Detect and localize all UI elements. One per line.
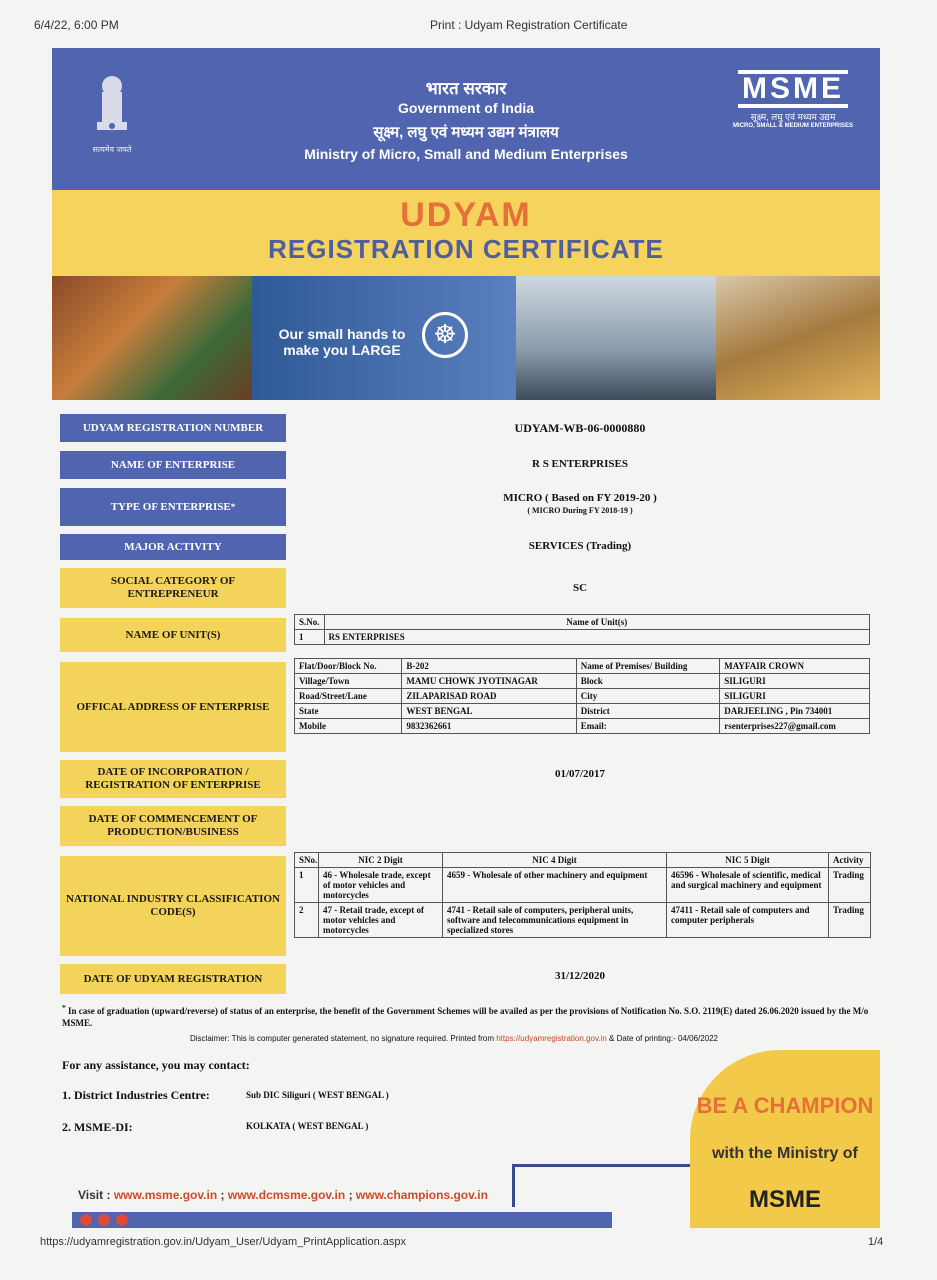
- footnote-star: *: [62, 1003, 66, 1012]
- ministry-text: Ministry of Micro, Small and Medium Enterprises: [304, 146, 628, 162]
- nic-sno: 1: [295, 868, 319, 903]
- champion-title: BE A CHAMPION: [696, 1093, 874, 1118]
- decorative-frame: [512, 1164, 693, 1207]
- table-row: [295, 630, 870, 645]
- address-key: Email:: [576, 719, 719, 734]
- table-row: [295, 868, 871, 903]
- address-key: City: [576, 689, 719, 704]
- address-table: [294, 658, 870, 734]
- visit-separator: ;: [220, 1188, 225, 1202]
- nic-activity: Trading: [829, 868, 871, 903]
- dic-value: Sub DIC Siliguri ( WEST BENGAL ): [246, 1090, 389, 1100]
- address-value: rsenterprises227@gmail.com: [720, 719, 870, 734]
- certificate-title: REGISTRATION CERTIFICATE: [268, 234, 664, 264]
- label-udyam-registration-date: DATE OF UDYAM REGISTRATION: [60, 964, 286, 994]
- disclaimer-print-date: & Date of printing:- 04/06/2022: [609, 1034, 719, 1043]
- assistance-title: For any assistance, you may contact:: [62, 1058, 250, 1072]
- nic-5digit: 46596 - Wholesale of scientific, medical and surgical machinery and equipment: [667, 868, 829, 903]
- address-value: SILIGURI: [720, 689, 870, 704]
- label-commencement-date: DATE OF COMMENCEMENT OF PRODUCTION/BUSINESS: [60, 806, 286, 846]
- emblem-caption: सत्यमेव जयते: [92, 145, 132, 154]
- label-enterprise-name: NAME OF ENTERPRISE: [60, 451, 286, 479]
- nic-4digit: 4659 - Wholesale of other machinery and equipment: [443, 868, 667, 903]
- label-registration-number: UDYAM REGISTRATION NUMBER: [60, 414, 286, 442]
- label-incorporation-date: DATE OF INCORPORATION / REGISTRATION OF ENTERPRISE: [60, 760, 286, 798]
- print-datetime: 6/4/22, 6:00 PM: [34, 18, 119, 32]
- graduation-footnote: [62, 1002, 874, 1029]
- enterprise-type: MICRO ( Based on FY 2019-20 ): [503, 492, 657, 504]
- social-icon[interactable]: [116, 1214, 128, 1226]
- champion-badge: [690, 1050, 880, 1228]
- chakra-icon: ☸: [422, 312, 468, 358]
- label-enterprise-type: [60, 488, 286, 526]
- social-icon[interactable]: [98, 1214, 110, 1226]
- table-row: [295, 719, 870, 734]
- label-nic-codes: NATIONAL INDUSTRY CLASSIFICATION CODE(S): [60, 856, 286, 956]
- artisan-photo: [52, 276, 252, 400]
- address-value: SILIGURI: [720, 674, 870, 689]
- nic-5digit: 47411 - Retail sale of computers and computer peripherals: [667, 903, 829, 938]
- table-row: [295, 659, 870, 674]
- trade-photo: [716, 276, 880, 400]
- incorporation-date: 01/07/2017: [554, 768, 606, 780]
- link-champions[interactable]: www.champions.gov.in: [355, 1188, 488, 1202]
- msme-logo: [728, 70, 858, 129]
- banner-image: [52, 276, 880, 400]
- address-value: DARJEELING , Pin 734001: [720, 704, 870, 719]
- type-footnote-star: *: [230, 501, 236, 512]
- address-value: MAYFAIR CROWN: [720, 659, 870, 674]
- units-header-name: Name of Unit(s): [324, 615, 869, 630]
- nic-header-5digit: NIC 5 Digit: [667, 853, 829, 868]
- address-key: Village/Town: [295, 674, 402, 689]
- address-key: State: [295, 704, 402, 719]
- nic-sno: 2: [295, 903, 319, 938]
- office-photo: [516, 276, 716, 400]
- enterprise-name: R S ENTERPRISES: [532, 458, 628, 470]
- label-social-category: SOCIAL CATEGORY OF ENTREPRENEUR: [60, 568, 286, 608]
- nic-activity: Trading: [829, 903, 871, 938]
- hindi-ministry-text: सूक्ष्म, लघु एवं मध्यम उद्यम मंत्रालय: [373, 124, 559, 141]
- nic-4digit: 4741 - Retail sale of computers, peripheral units, software and telecommunications equipment in specialized stores: [443, 903, 667, 938]
- government-header: [52, 48, 880, 190]
- units-table: [294, 614, 870, 645]
- banner-tagline-panel: [252, 276, 516, 400]
- address-value: ZILAPARISAD ROAD: [402, 689, 576, 704]
- visit-links: [78, 1188, 488, 1202]
- address-key: Flat/Door/Block No.: [295, 659, 402, 674]
- enterprise-type-previous: ( MICRO During FY 2018-19 ): [527, 506, 633, 515]
- print-url: https://udyamregistration.gov.in/Udyam_User/Udyam_PrintApplication.aspx: [40, 1236, 407, 1248]
- nic-2digit: 46 - Wholesale trade, except of motor vehicles and motorcycles: [319, 868, 443, 903]
- msmedi-label: 2. MSME-DI:: [62, 1120, 133, 1134]
- msme-logo-text: MSME: [738, 70, 848, 108]
- table-row: [295, 674, 870, 689]
- label-major-activity: MAJOR ACTIVITY: [60, 534, 286, 560]
- msme-logo-subtitle: MICRO, SMALL & MEDIUM ENTERPRISES: [733, 123, 853, 129]
- label-unit-names: NAME OF UNIT(S): [60, 618, 286, 652]
- address-value: MAMU CHOWK JYOTINAGAR: [402, 674, 576, 689]
- address-key: Block: [576, 674, 719, 689]
- social-icon[interactable]: [80, 1214, 92, 1226]
- label-official-address: OFFICAL ADDRESS OF ENTERPRISE: [60, 662, 286, 752]
- address-key: District: [576, 704, 719, 719]
- nic-header-activity: Activity: [829, 853, 871, 868]
- nic-header-sno: SNo.: [295, 853, 319, 868]
- table-row: [295, 704, 870, 719]
- units-header-sno: S.No.: [295, 615, 325, 630]
- nic-table: [294, 852, 871, 938]
- champion-subtitle: with the Ministry of: [712, 1145, 858, 1162]
- label-enterprise-type-text: TYPE OF ENTERPRISE: [110, 500, 231, 513]
- certificate-title-band: [52, 190, 880, 276]
- social-category: SC: [572, 582, 588, 594]
- link-msme[interactable]: www.msme.gov.in: [113, 1188, 218, 1202]
- print-title: Print : Udyam Registration Certificate: [430, 18, 628, 32]
- address-key: Road/Street/Lane: [295, 689, 402, 704]
- unit-sno: 1: [295, 630, 325, 645]
- nic-header-2digit: NIC 2 Digit: [319, 853, 443, 868]
- address-value: WEST BENGAL: [402, 704, 576, 719]
- champion-msme: MSME: [749, 1186, 821, 1213]
- udyam-title: UDYAM: [400, 196, 532, 234]
- print-page-number: 1/4: [868, 1236, 884, 1248]
- address-key: Name of Premises/ Building: [576, 659, 719, 674]
- social-media-bar: [72, 1212, 612, 1228]
- unit-name: RS ENTERPRISES: [324, 630, 869, 645]
- table-row: [295, 853, 871, 868]
- msme-logo-hindi: सूक्ष्म, लघु एवं मध्यम उद्यम: [750, 112, 836, 122]
- footnote-text: In case of graduation (upward/reverse) of status of an enterprise, the benefit of the Government Schemes will be availed as per the provisions of Notification No. S.O. 2119(E) dated 26.06.2020 issued by the M/o MSME.: [62, 1006, 869, 1028]
- address-value: 9832362661: [402, 719, 576, 734]
- disclaimer: [190, 1034, 718, 1043]
- address-value: B-202: [402, 659, 576, 674]
- table-row: [295, 615, 870, 630]
- visit-label: Visit :: [78, 1188, 111, 1202]
- link-dcmsme[interactable]: www.dcmsme.gov.in: [227, 1188, 346, 1202]
- major-activity: SERVICES (Trading): [528, 540, 632, 552]
- msmedi-value: KOLKATA ( WEST BENGAL ): [246, 1121, 369, 1131]
- address-key: Mobile: [295, 719, 402, 734]
- registration-number: UDYAM-WB-06-0000880: [514, 421, 646, 435]
- disclaimer-link[interactable]: https://udyamregistration.gov.in: [496, 1034, 607, 1043]
- nic-2digit: 47 - Retail trade, except of motor vehicles and motorcycles: [319, 903, 443, 938]
- banner-tagline: Our small hands to make you LARGE: [278, 326, 406, 358]
- table-row: [295, 689, 870, 704]
- udyam-registration-date: 31/12/2020: [554, 970, 606, 982]
- disclaimer-text: Disclaimer: This is computer generated statement, no signature required. Printed from: [190, 1034, 494, 1043]
- table-row: [295, 903, 871, 938]
- visit-separator: ;: [348, 1188, 353, 1202]
- dic-label: 1. District Industries Centre:: [62, 1088, 210, 1102]
- hindi-government-text: भारत सरकार: [425, 79, 507, 98]
- nic-header-4digit: NIC 4 Digit: [443, 853, 667, 868]
- government-text: Government of India: [397, 100, 535, 116]
